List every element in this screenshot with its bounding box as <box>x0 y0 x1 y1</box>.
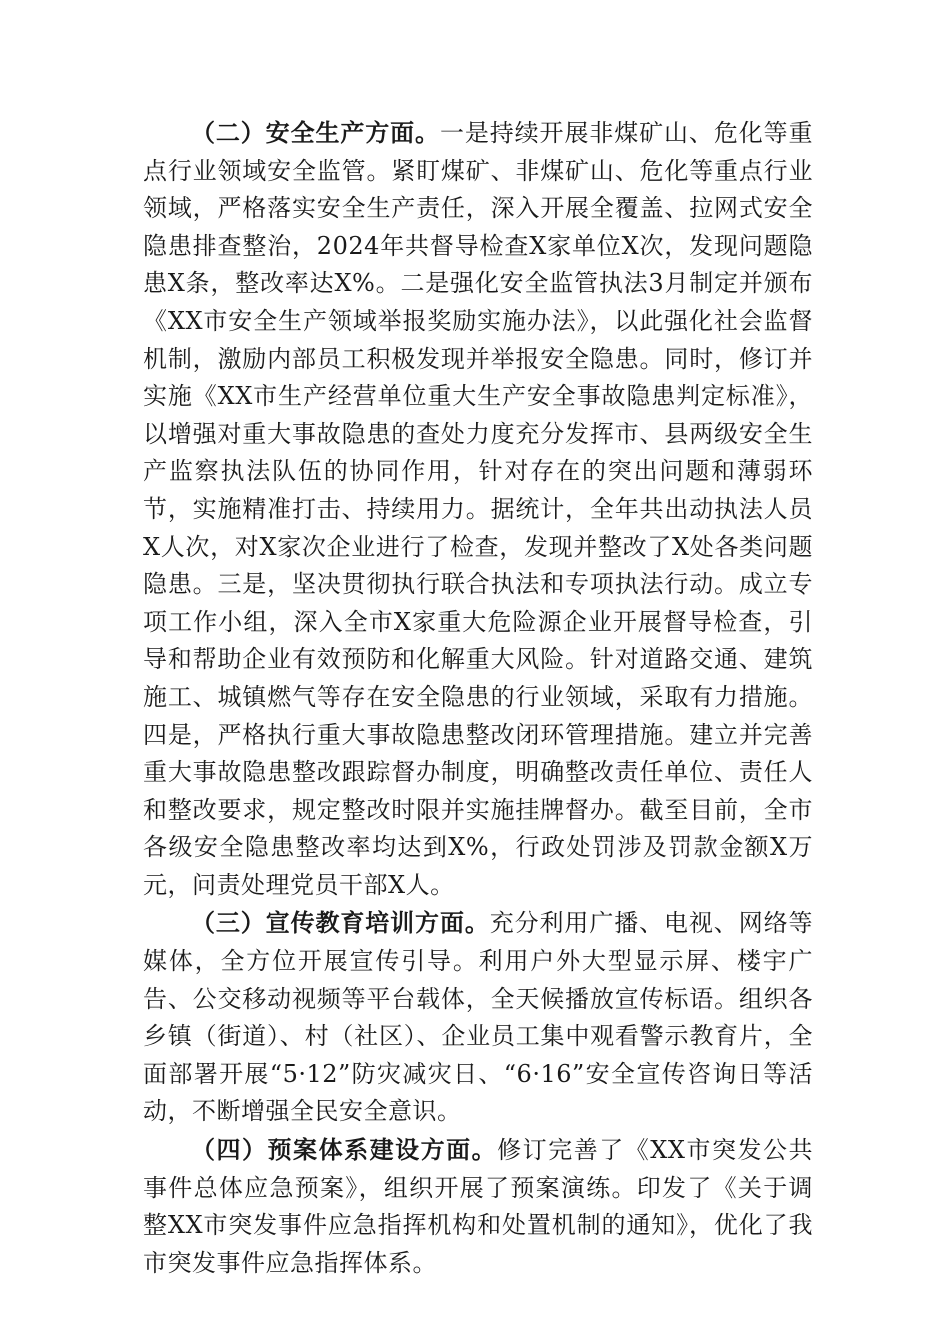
paragraph-safety-production <box>143 114 813 904</box>
paragraph-heading: （二）安全生产方面。 <box>191 118 440 147</box>
document-page <box>143 114 813 1282</box>
paragraph-heading: （四）预案体系建设方面。 <box>191 1135 498 1165</box>
paragraph-heading: （三）宣传教育培训方面。 <box>191 908 490 938</box>
paragraph-body: 充分利用广播、电视、网络等媒体，全方位开展宣传引导。利用户外大型显示屏、楼宇广告、公交移动视频等平台载体，全天候播放宣传标语。组织各乡镇（街道）、村（社区）、企业员工集中观看警示教育片，全面部署开展“5·12”防灾减灾日、“6·16”安全宣传咨询日等活动，不断增强全民安全意识。 <box>143 909 813 1126</box>
paragraph-body: 修订完善了《XX市突发公共事件总体应急预案》，组织开展了预案演练。印发了《关于调整XX市突发事件应急指挥机构和处置机制的通知》，优化了我市突发事件应急指挥体系。 <box>143 1136 813 1277</box>
paragraph-contingency-plan <box>143 1131 813 1282</box>
paragraph-publicity-training <box>143 904 813 1131</box>
paragraph-body: 一是持续开展非煤矿山、危化等重点行业领域安全监管。紧盯煤矿、非煤矿山、危化等重点行业领域，严格落实安全生产责任，深入开展全覆盖、拉网式安全隐患排查整治，2024年共督导检查X家单位X次，发现问题隐患X条，整改率达X%。二是强化安全监管执法3月制定并颁布《XX市安全生产领域举报奖励实施办法》，以此强化社会监督机制，激励内部员工积极发现并举报安全隐患。同时，修订并实施《XX市生产经营单位重大生产安全事故隐患判定标准》，以增强对重大事故隐患的查处力度充分发挥市、县两级安全生产监察执法队伍的协同作用，针对存在的突出问题和薄弱环节，实施精准打击、持续用力。据统计，全年共出动执法人员X人次，对X家次企业进行了检查，发现并整改了X处各类问题隐患。三是，坚决贯彻执行联合执法和专项执法行动。成立专项工作小组，深入全市X家重大危险源企业开展督导检查，引导和帮助企业有效预防和化解重大风险。针对道路交通、建筑施工、城镇燃气等存在安全隐患的行业领域，采取有力措施。四是，严格执行重大事故隐患整改闭环管理措施。建立并完善重大事故隐患整改跟踪督办制度，明确整改责任单位、责任人和整改要求，规定整改时限并实施挂牌督办。截至目前，全市各级安全隐患整改率均达到X%，行政处罚涉及罚款金额X万元，问责处理党员干部X人。 <box>143 119 814 899</box>
